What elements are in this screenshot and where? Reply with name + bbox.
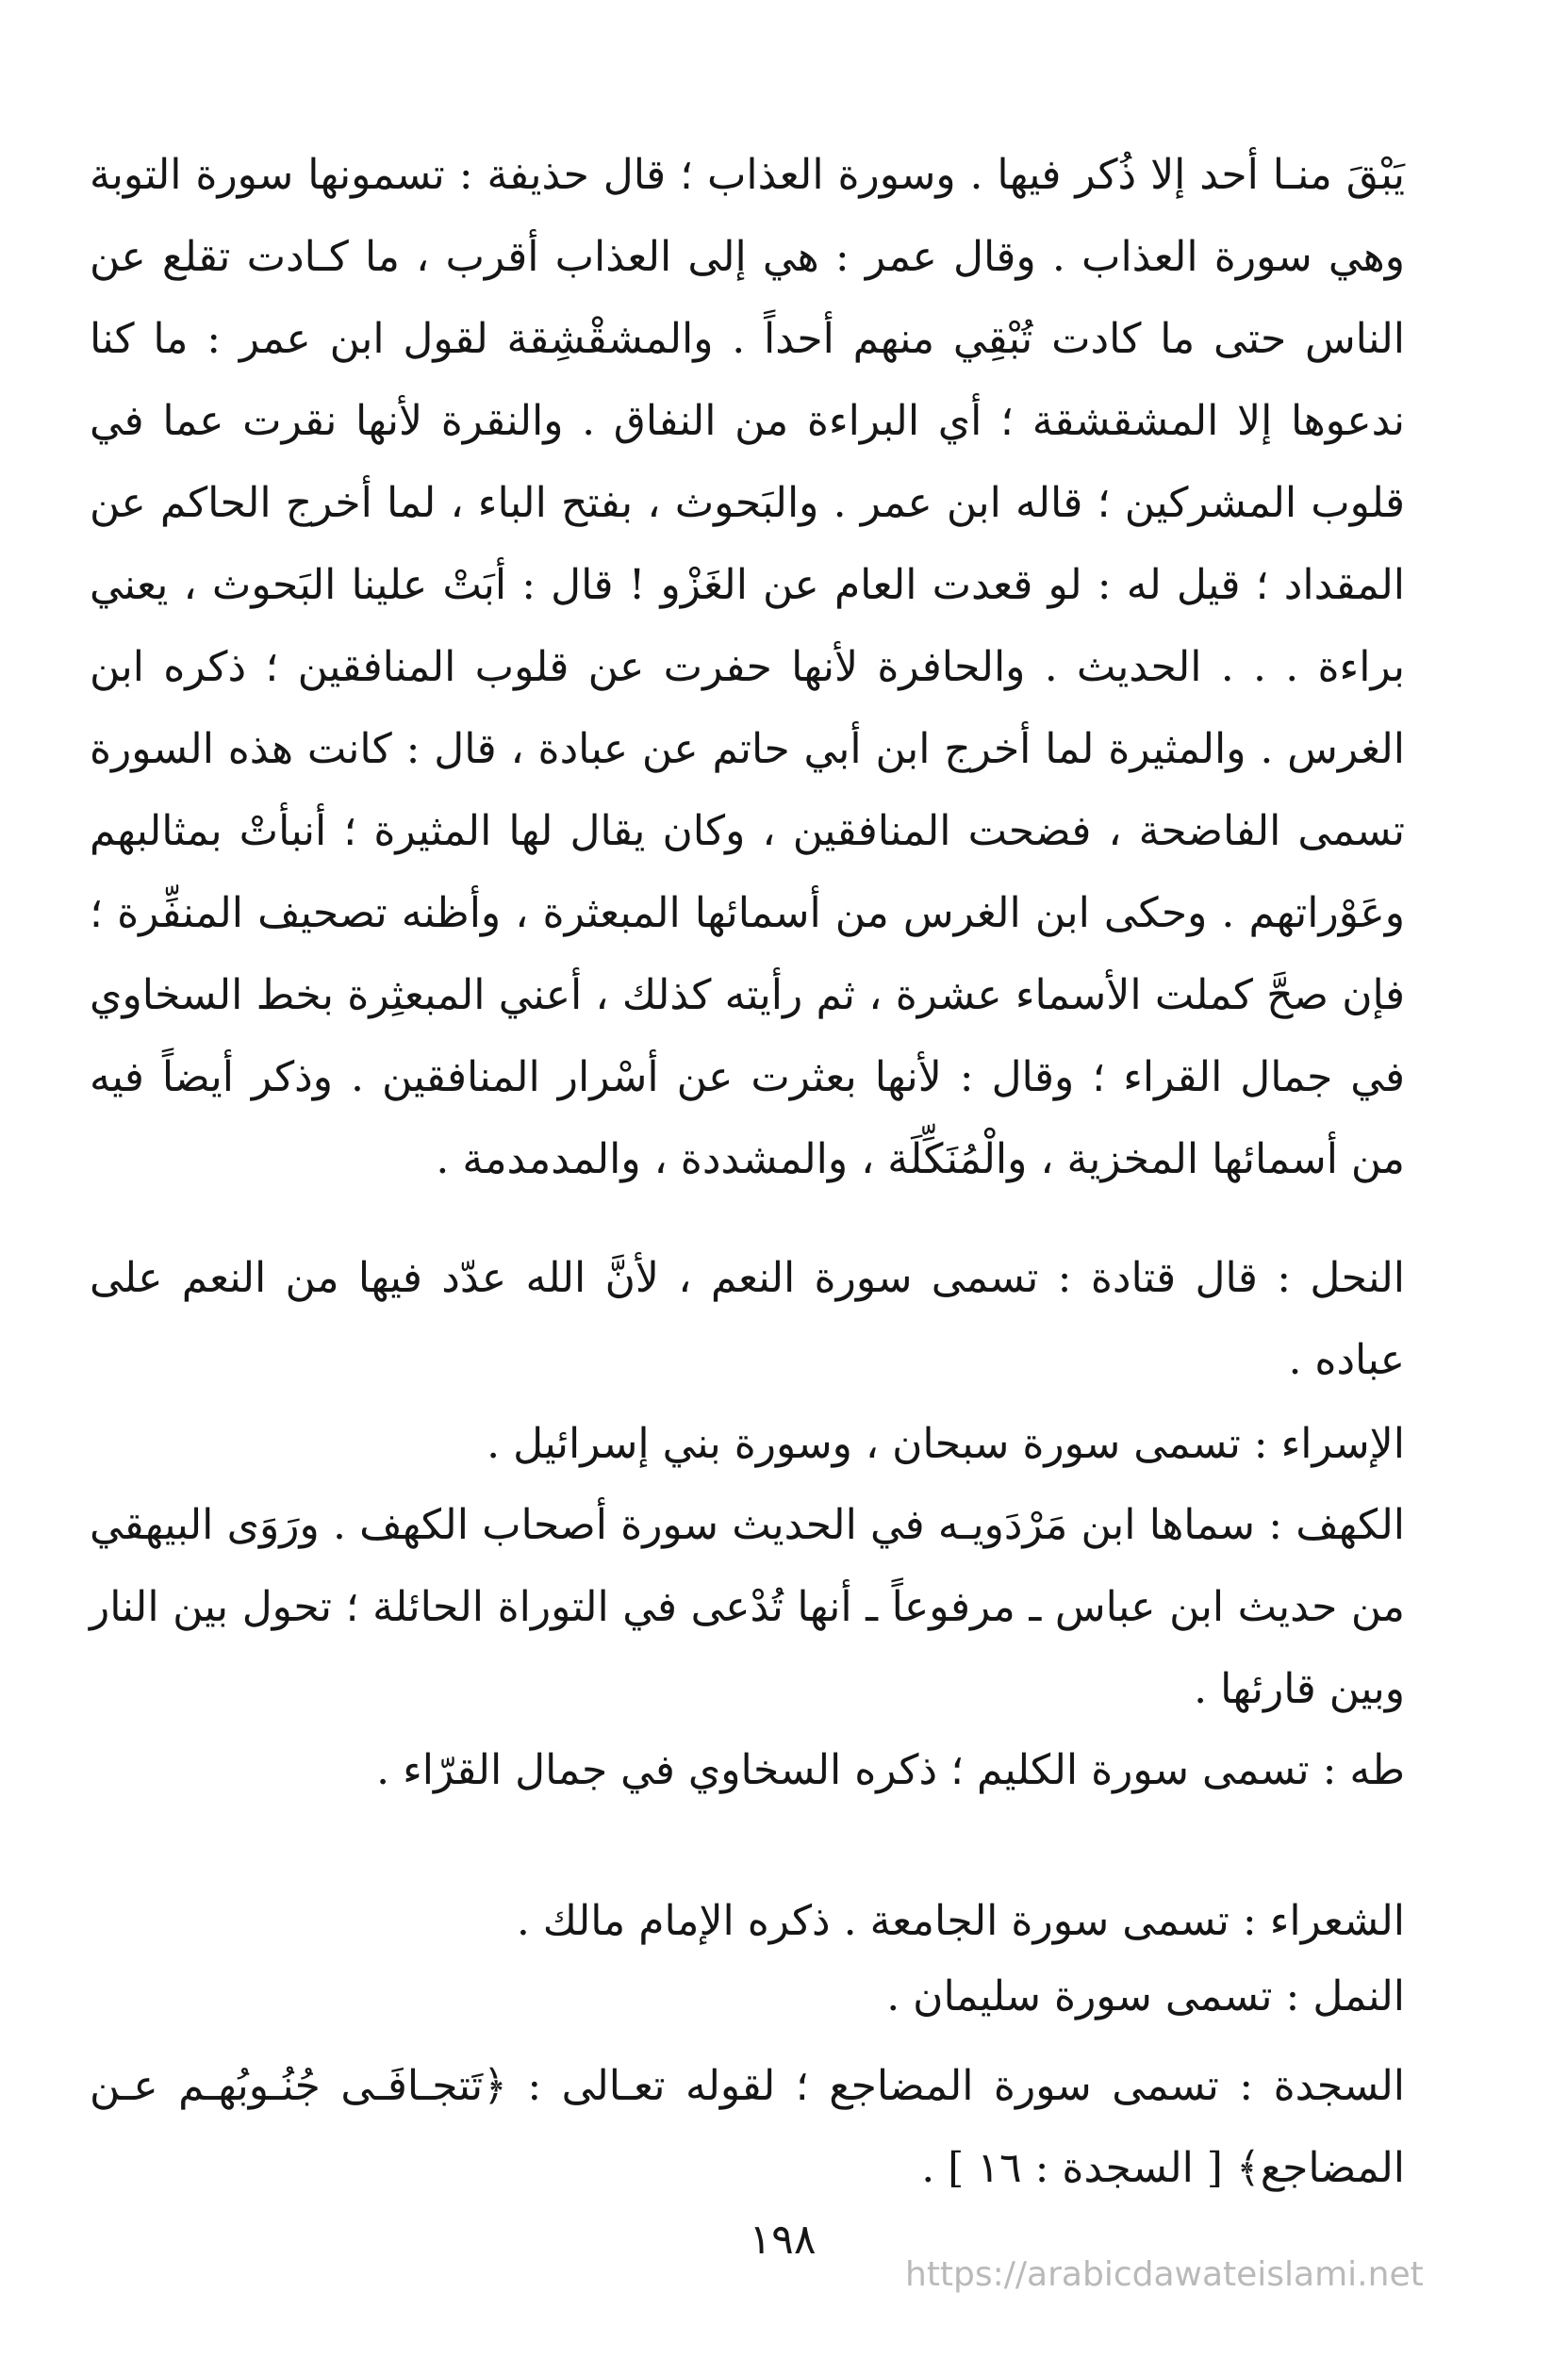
paragraph-sajda: السجدة : تسمى سورة المضاجع ؛ لقوله تعـالى : ﴿تَتجـافَـى جُنُـوبُهـم عـن المضاجع﴾ [ السجدة : ١٦ ] .: [90, 2062, 1405, 2192]
paragraph-kahf: الكهف : سماها ابن مَرْدَويـه في الحديث سورة أصحاب الكهف . ورَوَى البيهقي من حديث ابن عباس ـ مرفوعاً ـ أنها تُدْعى في التوراة الحائلة ؛ تحول بين النار وبين قارئها .: [90, 1501, 1405, 1713]
paragraph-shuara: الشعراء : تسمى سورة الجامعة . ذكره الإمام مالك .: [516, 1897, 1405, 1945]
page-number: ١٩٨: [749, 2216, 817, 2264]
paragraph-nahl: النحل : قال قتادة : تسمى سورة النعم ، لأنَّ الله عدّد فيها من النعم على عباده .: [90, 1254, 1405, 1384]
paragraph-tawba-names: يَبْقَ منـا أحد إلا ذُكر فيها . وسورة العذاب ؛ قال حذيفة : تسمونها سورة التوبة وهي سورة العذاب . وقال عمر : هي إلى العذاب أقرب ، ما كـادت تقلع عن الناس حتى ما كادت تُبْقِي منهم أحداً . والمشقْشِقة لقول ابن عمر : ما كنا ندعوها إلا المشقشقة ؛ أي البراءة من النفاق . والنقرة لأنها نقرت عما في قلوب المشركين ؛ قاله ابن عمر . والبَحوث ، بفتح الباء ، لما أخرج الحاكم عن المقداد ؛ قيل له : لو قعدت العام عن الغَزْو ! قال : أبَتْ علينا البَحوث ، يعني براءة . . . الحديث . والحافرة لأنها حفرت عن قلوب المنافقين ؛ ذكره ابن الغرس . والمثيرة لما أخرج ابن أبي حاتم عن عبادة ، قال : كانت هذه السورة تسمى الفاضحة ، فضحت المنافقين ، وكان يقال لها المثيرة ؛ أنبأتْ بمثالبهم وعَوْراتهم . وحكى ابن الغرس من أسمائها المبعثرة ، وأظنه تصحيف المنفِّرة ؛ فإن صحَّ كملت الأسماء عشرة ، ثم رأيته كذلك ، أعني المبعثِرة بخط السخاوي في جمال القراء ؛ وقال : لأنها بعثرت عن أسْرار المنافقين . وذكر أيضاً فيه من أسمائها المخزية ، والْمُنَكِّلَة ، والمشددة ، والمدمدمة .: [90, 151, 1405, 1183]
paragraph-taha: طه : تسمى سورة الكليم ؛ ذكره السخاوي في جمال القرّاء .: [376, 1746, 1405, 1794]
paragraph-naml: النمل : تسمى سورة سليمان .: [886, 1972, 1405, 2020]
watermark-url: https://arabicdawateislami.net: [905, 2255, 1424, 2294]
paragraph-isra: الإسراء : تسمى سورة سبحان ، وسورة بني إسرائيل .: [487, 1420, 1405, 1468]
